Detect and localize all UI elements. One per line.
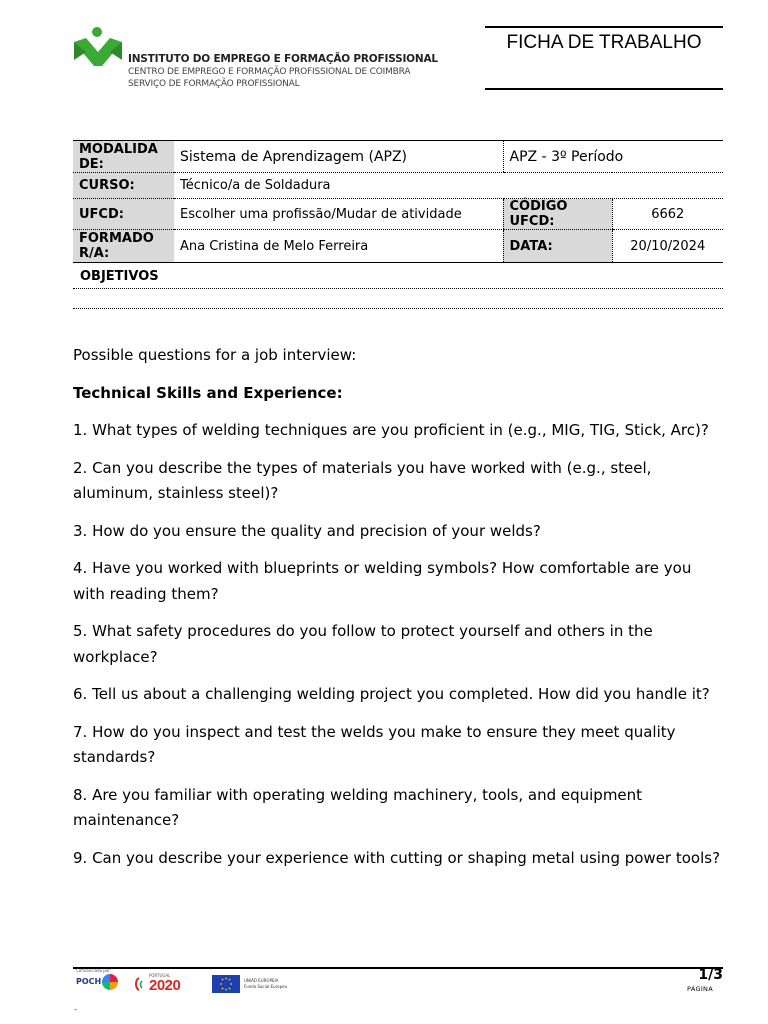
page-number: 1/3: [698, 967, 723, 983]
list-item: 3. How do you ensure the quality and precision of your welds?: [73, 521, 541, 540]
objetivos-section: [73, 262, 723, 289]
doc-title-box: [485, 26, 723, 90]
institute-center: CENTRO DE EMPREGO E FORMAÇÃO PROFISSIONAL DE COIMBRA: [128, 67, 411, 77]
table-row: [73, 199, 723, 230]
footer-mark: -: [74, 1005, 77, 1014]
portugal-label: PORTUGAL: [149, 973, 171, 978]
modalidade-value: Sistema de Aprendizagem (APZ): [174, 141, 503, 173]
portugal-flag-icon: [134, 977, 144, 991]
list-item: 1. What types of welding techniques are you proficient in (e.g., MIG, TIG, Stick, Arc)?: [73, 421, 709, 439]
list-item: 8. Are you familiar with operating welding machinery, tools, and equipment maintenance?: [73, 785, 643, 829]
list-item: 2. Can you describe the types of materials you have worked with (e.g., steel, aluminum, stainless steel)?: [73, 458, 652, 502]
poch-logo-icon: [102, 974, 118, 990]
divider: [73, 308, 723, 309]
eu-fund-text: Fundo Social Europeu: [244, 984, 288, 989]
curso-label: CURSO:: [73, 173, 174, 199]
eu-flag-icon: [212, 975, 240, 993]
list-item: 7. How do you inspect and test the welds you make to ensure they meet quality standards?: [73, 722, 676, 766]
formador-value: Ana Cristina de Melo Ferreira: [174, 230, 503, 263]
doc-title: FICHA DE TRABALHO: [506, 32, 702, 53]
iefp-logo-icon: [72, 26, 124, 70]
cofinanciado-text: Cofinanciado por:: [76, 968, 112, 973]
institute-logo: [72, 26, 438, 96]
institute-name: INSTITUTO DO EMPREGO E FORMAÇÃO PROFISSIONAL: [128, 53, 438, 65]
list-item: 5. What safety procedures do you follow to protect yourself and others in the workplace?: [73, 622, 653, 666]
portugal-2020: 2020: [149, 977, 181, 994]
list-item: 4. Have you worked with blueprints or welding symbols? How comfortable are you with reading them?: [73, 559, 692, 603]
list-item: 6. Tell us about a challenging welding project you completed. How did you handle it?: [73, 685, 710, 703]
document-body: [73, 343, 723, 883]
objetivos-label: OBJETIVOS: [80, 269, 159, 284]
section-heading: Technical Skills and Experience:: [73, 383, 343, 402]
table-row: [73, 173, 723, 199]
formador-label: FORMADO R/A:: [73, 230, 174, 263]
list-item: 9. Can you describe your experience with cutting or shaping metal using power tools?: [73, 848, 721, 867]
periodo-value: APZ - 3º Período: [503, 141, 723, 173]
funding-logos: [74, 968, 288, 998]
institute-service: SERVIÇO DE FORMAÇÃO PROFISSIONAL: [128, 79, 300, 89]
data-label: DATA:: [503, 230, 612, 263]
data-value: 20/10/2024: [612, 230, 723, 263]
ufcd-value: Escolher uma profissão/Mudar de atividade: [174, 199, 503, 230]
curso-value: Técnico/a de Soldadura: [174, 173, 723, 199]
poch-text: POCH: [76, 977, 102, 986]
codigo-ufcd-label: CÓDIGO UFCD:: [503, 199, 612, 230]
ufcd-label: UFCD:: [73, 199, 174, 230]
page-label: PÁGINA: [687, 985, 713, 993]
codigo-ufcd-value: 6662: [612, 199, 723, 230]
info-table: [73, 140, 723, 263]
table-row: [73, 141, 723, 173]
intro-text: Possible questions for a job interview:: [73, 346, 357, 364]
eu-text: UNIÃO EUROPEIA: [244, 978, 279, 983]
table-row: [73, 230, 723, 263]
modalidade-label: MODALIDA DE:: [73, 141, 174, 173]
